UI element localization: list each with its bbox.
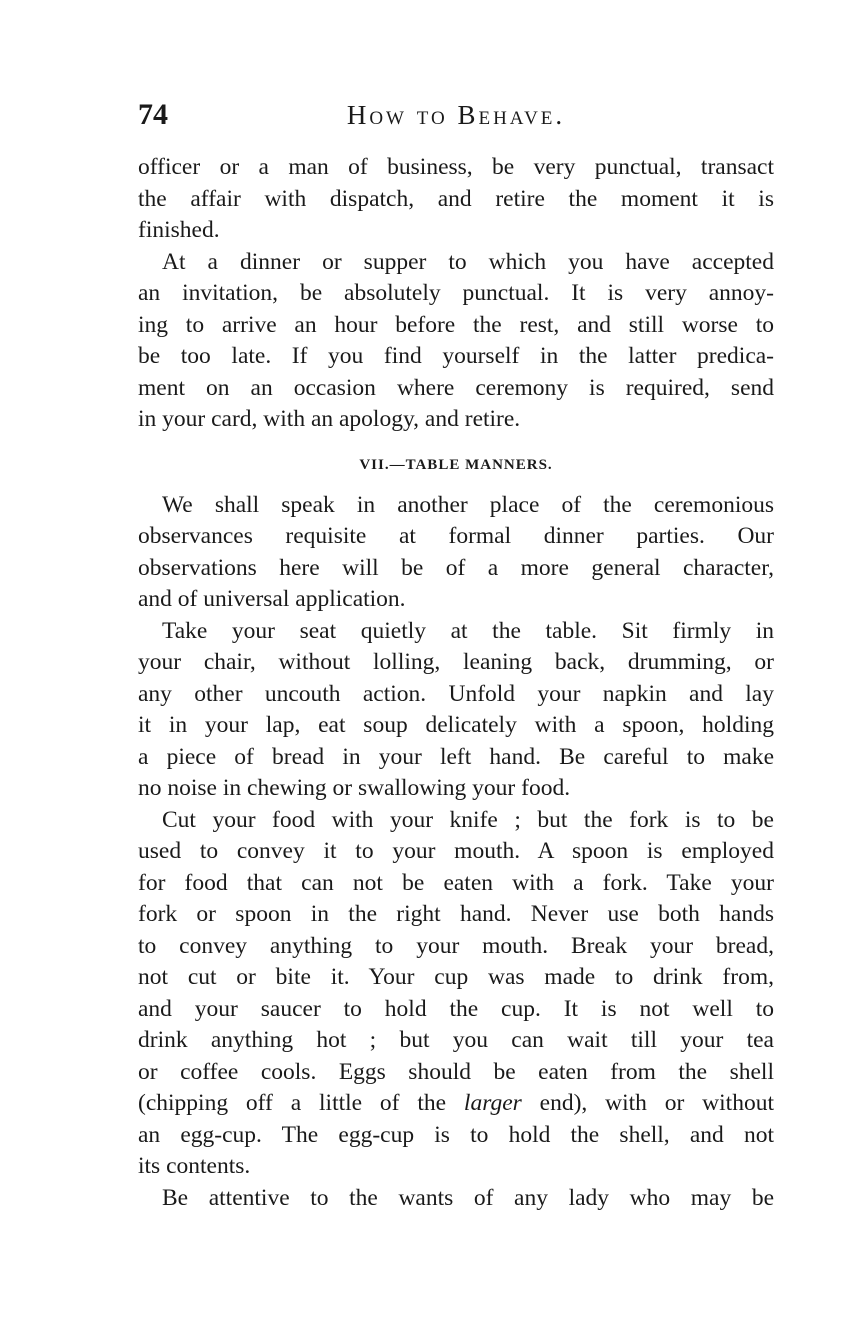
text-line: be too late. If you find yourself in the latter predica- (138, 343, 774, 369)
text-line: or coffee cools. Eggs should be eaten from the shell (138, 1058, 774, 1085)
text-line: a piece of bread in your left hand. Be careful to make (138, 743, 774, 770)
text-line: not cut or bite it. Your cup was made to drink from, (138, 964, 774, 990)
text-line: and your saucer to hold the cup. It is not well to (138, 995, 774, 1022)
text-line: ing to arrive an hour before the rest, and still worse to (138, 311, 774, 338)
text-line: used to convey it to your mouth. A spoon is employed (138, 838, 774, 864)
paragraph-attentive (138, 1183, 774, 1215)
text-line: in your card, with an apology, and retire. (138, 406, 521, 432)
text-line: no noise in chewing or swallowing your food. (138, 775, 571, 801)
page-header (138, 98, 774, 138)
text-line: observances requisite at formal dinner parties. Our (138, 523, 774, 549)
text-line: finished. (138, 217, 220, 243)
text-line: ment on an occasion where ceremony is required, send (138, 374, 774, 401)
paragraph-punctuality (138, 247, 774, 436)
text-line: to convey anything to your mouth. Break your bread, (138, 932, 774, 959)
text-line: any other uncouth action. Unfold your napkin and lay (138, 680, 774, 707)
text-line: At a dinner or supper to which you have accepted (162, 248, 774, 275)
text-line: an invitation, be absolutely punctual. It is very annoy- (138, 280, 774, 306)
text-line: and of universal application. (138, 586, 406, 612)
text-fragment: end), with or without (521, 1090, 774, 1116)
page-text (138, 152, 774, 1214)
text-line: We shall speak in another place of the ceremonious (162, 491, 774, 518)
text-line: fork or spoon in the right hand. Never use both hands (138, 901, 774, 927)
section-heading: VII.—TABLE MANNERS. (359, 456, 553, 473)
text-line: observations here will be of a more general character, (138, 554, 774, 581)
running-title: How to Behave. (346, 100, 566, 130)
text-line: for food that can not be eaten with a fork. Take your (138, 869, 774, 896)
page-number: 74 (138, 98, 168, 131)
text-line: its contents. (138, 1153, 251, 1179)
text-line: drink anything hot ; but you can wait till your tea (138, 1027, 774, 1053)
text-line: Be attentive to the wants of any lady who may be (162, 1184, 774, 1211)
text-line: it in your lap, eat soup delicately with a spoon, holding (138, 712, 774, 738)
text-line: Take your seat quietly at the table. Sit firmly in (162, 617, 774, 644)
text-line: an egg-cup. The egg-cup is to hold the shell, and not (138, 1121, 774, 1148)
text-line: the affair with dispatch, and retire the moment it is (138, 185, 774, 212)
text-line: your chair, without lolling, leaning back, drumming, or (138, 649, 774, 675)
text-line: officer or a man of business, be very punctual, transact (138, 154, 774, 180)
italic-word: larger (463, 1090, 522, 1116)
text-line: Cut your food with your knife ; but the fork is to be (162, 806, 774, 833)
paragraph-food (138, 805, 774, 1183)
paragraph-seat (138, 616, 774, 805)
text-line-with-italic (138, 1088, 774, 1120)
paragraph-continuation (138, 152, 774, 247)
text-fragment: (chipping off a little of the (138, 1090, 464, 1116)
paragraph-ceremonious (138, 490, 774, 616)
